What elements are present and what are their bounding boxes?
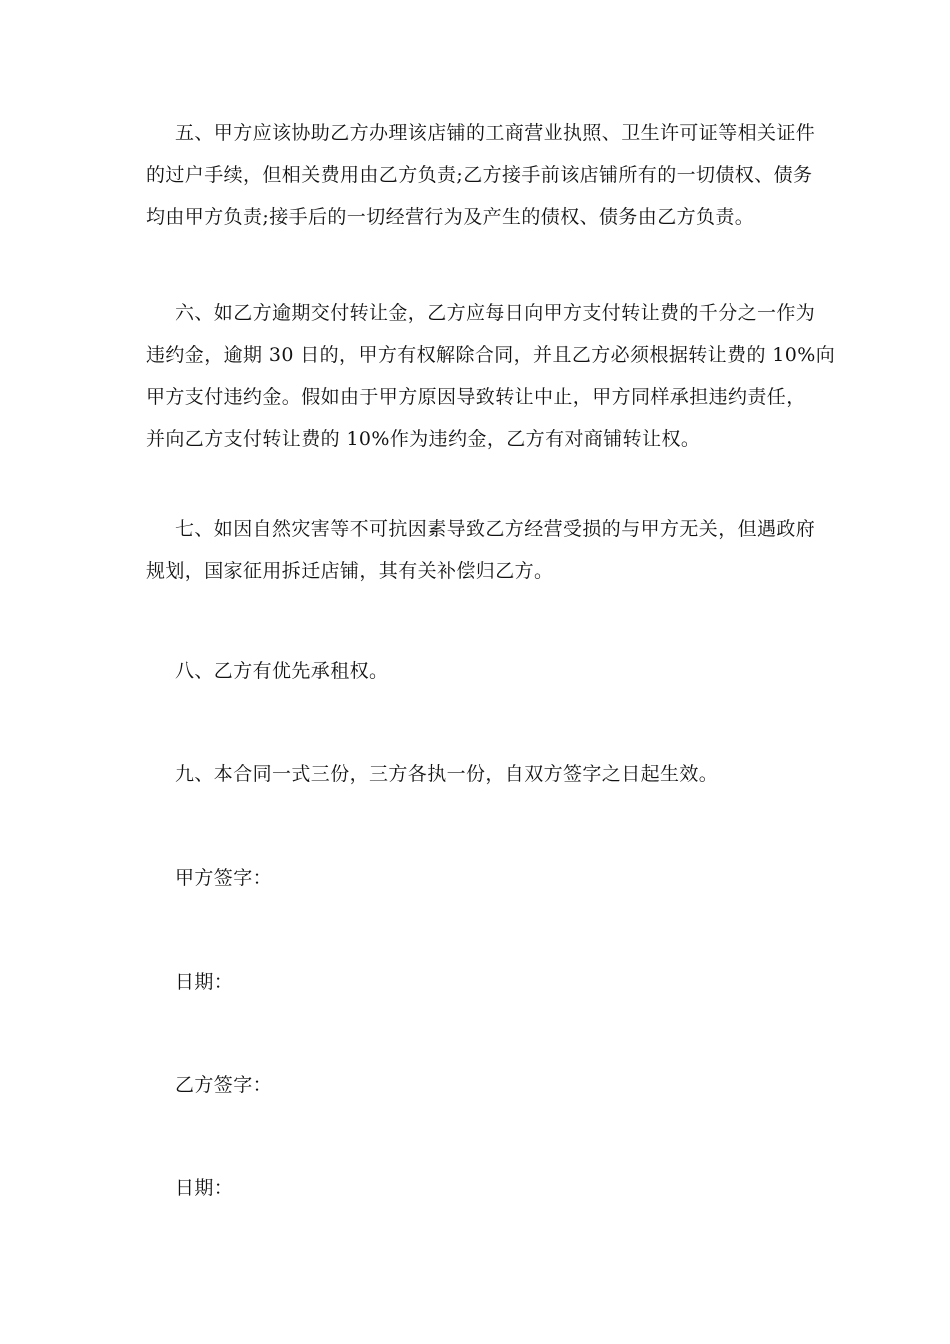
clause-5-line-1: 五、甲方应该协助乙方办理该店铺的工商营业执照、卫生许可证等相关证件 xyxy=(175,122,816,144)
clause-6-line-3: 甲方支付违约金。假如由于甲方原因导致转让中止，甲方同样承担违约责任， xyxy=(146,386,806,408)
clause-6-line-4: 并向乙方支付转让费的 10%作为违约金，乙方有对商铺转让权。 xyxy=(146,428,701,450)
clause-8-line-1: 八、乙方有优先承租权。 xyxy=(175,660,389,682)
clause-6-line-1: 六、如乙方逾期交付转让金，乙方应每日向甲方支付转让费的千分之一作为 xyxy=(175,302,816,324)
party-a-signature-label: 甲方签字： xyxy=(175,867,273,889)
party-a-date-label: 日期： xyxy=(175,971,234,993)
clause-5-line-2: 的过户手续，但相关费用由乙方负责;乙方接手前该店铺所有的一切债权、债务 xyxy=(146,164,813,186)
party-b-signature-label: 乙方签字： xyxy=(175,1074,273,1096)
clause-7 xyxy=(146,508,816,592)
clause-6-line-2: 违约金，逾期 30 日的，甲方有权解除合同，并且乙方必须根据转让费的 10%向 xyxy=(146,344,836,366)
clause-8 xyxy=(146,650,810,692)
clause-6 xyxy=(146,292,836,460)
party-b-date-label: 日期： xyxy=(175,1177,234,1199)
clause-9 xyxy=(146,753,810,795)
clause-7-line-2: 规划，国家征用拆迁店铺，其有关补偿归乙方。 xyxy=(146,560,554,582)
clause-9-line-1: 九、本合同一式三份，三方各执一份，自双方签字之日起生效。 xyxy=(175,763,719,785)
clause-5-line-3: 均由甲方负责;接手后的一切经营行为及产生的债权、债务由乙方负责。 xyxy=(146,206,755,228)
clause-5 xyxy=(146,112,816,238)
clause-7-line-1: 七、如因自然灾害等不可抗因素导致乙方经营受损的与甲方无关，但遇政府 xyxy=(175,518,816,540)
